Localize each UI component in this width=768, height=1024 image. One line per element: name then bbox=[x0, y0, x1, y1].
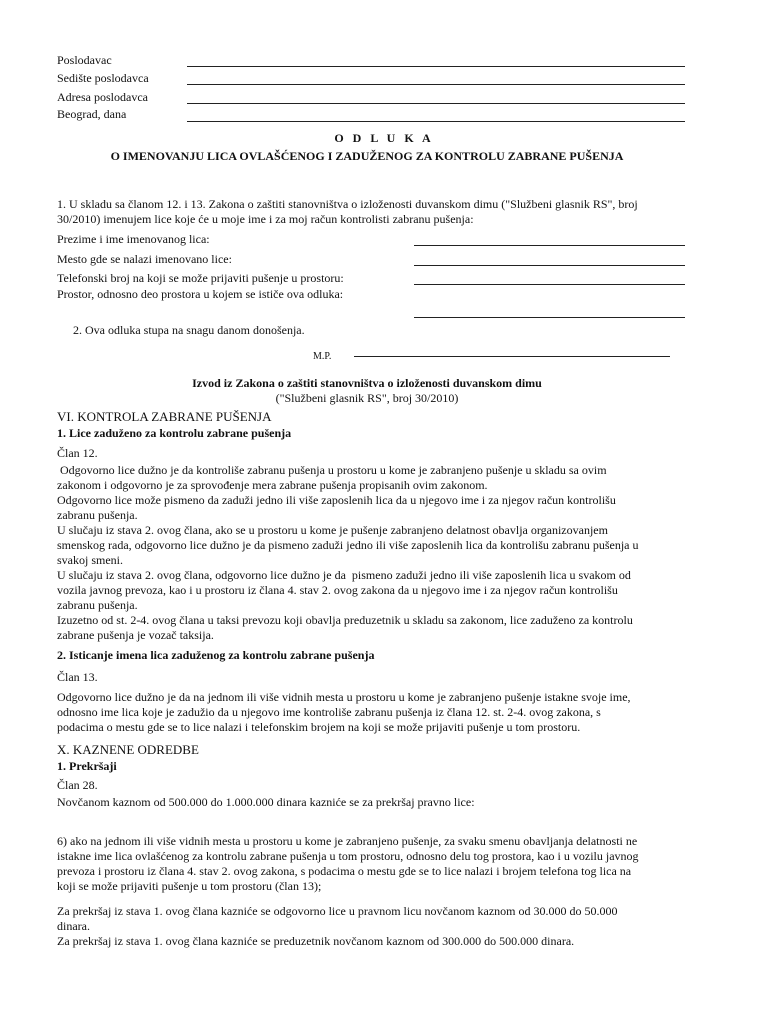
article12-line: U slučaju iz stava 2. ovog člana, ako se u prostoru u kome je pušenje zabranjeno delatnost obavlja organizovanjem bbox=[57, 523, 608, 537]
chapter6-sub1: 1. Lice zaduženo za kontrolu zabrane pušenja bbox=[57, 426, 292, 440]
article13-line: odnosno ime lica koje je zadužio da u njegovo ime kontroliše zabranu pušenja iz člana 12. st. 2-4. ovog zakona, s bbox=[57, 705, 601, 719]
article12-line: zabrane pušenja je vozač taksija. bbox=[57, 628, 214, 642]
article13-line: Odgovorno lice dužno je da na jednom ili više vidnih mesta u prostoru u kome je zabranjeno pušenje istakne svoje ime, bbox=[57, 690, 631, 704]
section1-line1: 1. U skladu sa članom 12. i 13. Zakona o zaštiti stanovništva o izloženosti duvanskom dimu ("Službeni glasnik RS", broj bbox=[57, 197, 638, 211]
section1-line2: 30/2010) imenujem lice koje će u moje ime i za moj račun kontrolisti zabranu pušenja: bbox=[57, 212, 474, 226]
item6-line: 6) ako na jednom ili više vidnih mesta u prostoru u kome je zabranjeno pušenje, za svaku smenu obavljanja delatnosti ne bbox=[57, 834, 638, 848]
penalty-line: Za prekršaj iz stava 1. ovog člana kazniće se preduzetnik novčanom kaznom od 300.000 do 500.000 dinara. bbox=[57, 934, 575, 948]
city-date-label: Beograd, dana bbox=[57, 107, 127, 121]
document-subtitle: O IMENOVANJU LICA OVLAŠĆENOG I ZADUŽENOG ZA KONTROLU ZABRANE PUŠENJA bbox=[110, 149, 624, 163]
chapter10-heading: X. KAZNENE ODREDBE bbox=[57, 742, 199, 757]
article12-line: smenskog rada, odgovorno lice dužno je da pismeno zaduži jedno ili više zaposlenih lica da kontrolišu zabranu pušenja u bbox=[57, 538, 639, 552]
item6-line: koji se može prijaviti pušenje u tom prostoru (član 13); bbox=[57, 879, 322, 893]
article12-line: zakonom i odgovorno je za sprovođenje mera zabrane pušenja propisanih ovim zakonom. bbox=[57, 478, 488, 492]
article28-text: Novčanom kaznom od 500.000 do 1.000.000 dinara kazniće se za prekršaj pravno lice: bbox=[57, 795, 475, 809]
article12-line: Odgovorno lice može pismeno da zaduži jedno ili više zaposlenih lica da u njegovo ime i za njegov račun kontrolišu bbox=[57, 493, 616, 507]
article12-line: U slučaju iz stava 2. ovog člana, odgovorno lice dužno je da pismeno zaduži jedno ili više zaposlenih lica u svakom od bbox=[57, 568, 631, 582]
document-title: O D L U K A bbox=[334, 131, 434, 145]
employer-seat-label: Sedište poslodavca bbox=[57, 71, 149, 85]
item6-line: istakne ime lica ovlašćenog za kontrolu zabrane pušenja u tom prostoru, odnosno delu tog prostora, kao i u vozilu javnog bbox=[57, 849, 639, 863]
article12-line: zabranu pušenja. bbox=[57, 508, 138, 522]
field-name-label: Prezime i ime imenovanog lica: bbox=[57, 232, 210, 246]
seal-line bbox=[354, 356, 670, 357]
penalty-line: dinara. bbox=[57, 919, 90, 933]
chapter10-sub1: 1. Prekršaji bbox=[57, 759, 117, 773]
excerpt-source: ("Službeni glasnik RS", broj 30/2010) bbox=[275, 391, 459, 405]
article13-number: Član 13. bbox=[57, 670, 98, 684]
article12-text bbox=[57, 463, 639, 643]
excerpt-title: Izvod iz Zakona o zaštiti stanovništva o izloženosti duvanskom dimu bbox=[192, 376, 542, 390]
field-phone-label: Telefonski broj na koji se može prijaviti pušenje u prostoru: bbox=[57, 271, 344, 285]
city-date-line bbox=[187, 121, 685, 122]
employer-label: Poslodavac bbox=[57, 53, 112, 67]
article13-line: podacima o mestu gde se to lice nalazi i telefonskim brojem na koji se može prijaviti pušenje u tom prostoru. bbox=[57, 720, 581, 734]
field-space-line[interactable] bbox=[414, 317, 685, 318]
field-location-label: Mesto gde se nalazi imenovano lice: bbox=[57, 252, 232, 266]
article12-line: Odgovorno lice dužno je da kontroliše zabranu pušenja u prostoru u kome je zabranjeno pušenje u skladu sa ovim bbox=[57, 463, 607, 477]
article12-line: zabranu pušenja. bbox=[57, 598, 138, 612]
article28-number: Član 28. bbox=[57, 778, 98, 792]
article12-line: svakoj smeni. bbox=[57, 553, 123, 567]
field-location-line[interactable] bbox=[414, 265, 685, 266]
chapter6-sub2: 2. Isticanje imena lica zaduženog za kontrolu zabrane pušenja bbox=[57, 648, 375, 662]
employer-line bbox=[187, 66, 685, 67]
item6-line: prevoza i prostoru iz člana 4. stav 2. ovog zakona, s podacima o mestu gde se to lice nalazi i brojem telefona tog lica na bbox=[57, 864, 632, 878]
penalty-text bbox=[57, 904, 618, 949]
penalty-line: Za prekršaj iz stava 1. ovog člana kazniće se odgovorno lice u pravnom licu novčanom kaznom od 30.000 do 50.000 bbox=[57, 904, 618, 918]
article13-text bbox=[57, 690, 631, 735]
employer-address-label: Adresa poslodavca bbox=[57, 90, 148, 104]
article12-number: Član 12. bbox=[57, 446, 98, 460]
field-space-label: Prostor, odnosno deo prostora u kojem se ističe ova odluka: bbox=[57, 287, 344, 301]
employer-address-line bbox=[187, 103, 685, 104]
item6-text bbox=[57, 834, 639, 894]
seal-label: M.P. bbox=[313, 351, 332, 362]
article12-line: Izuzetno od st. 2-4. ovog člana u taksi prevozu koji obavlja preduzetnik u skladu sa zakonom, lice zaduženo za kontrolu bbox=[57, 613, 633, 627]
chapter6-heading: VI. KONTROLA ZABRANE PUŠENJA bbox=[57, 409, 272, 424]
article12-line: vozila javnog prevoza, kao i u prostoru iz člana 4. stav 2. ovog zakona da u njegovo ime i za njegov račun kontrolišu bbox=[57, 583, 618, 597]
field-phone-line[interactable] bbox=[414, 284, 685, 285]
field-name-line[interactable] bbox=[414, 245, 685, 246]
section2-text: 2. Ova odluka stupa na snagu danom donošenja. bbox=[73, 323, 305, 337]
employer-seat-line bbox=[187, 84, 685, 85]
